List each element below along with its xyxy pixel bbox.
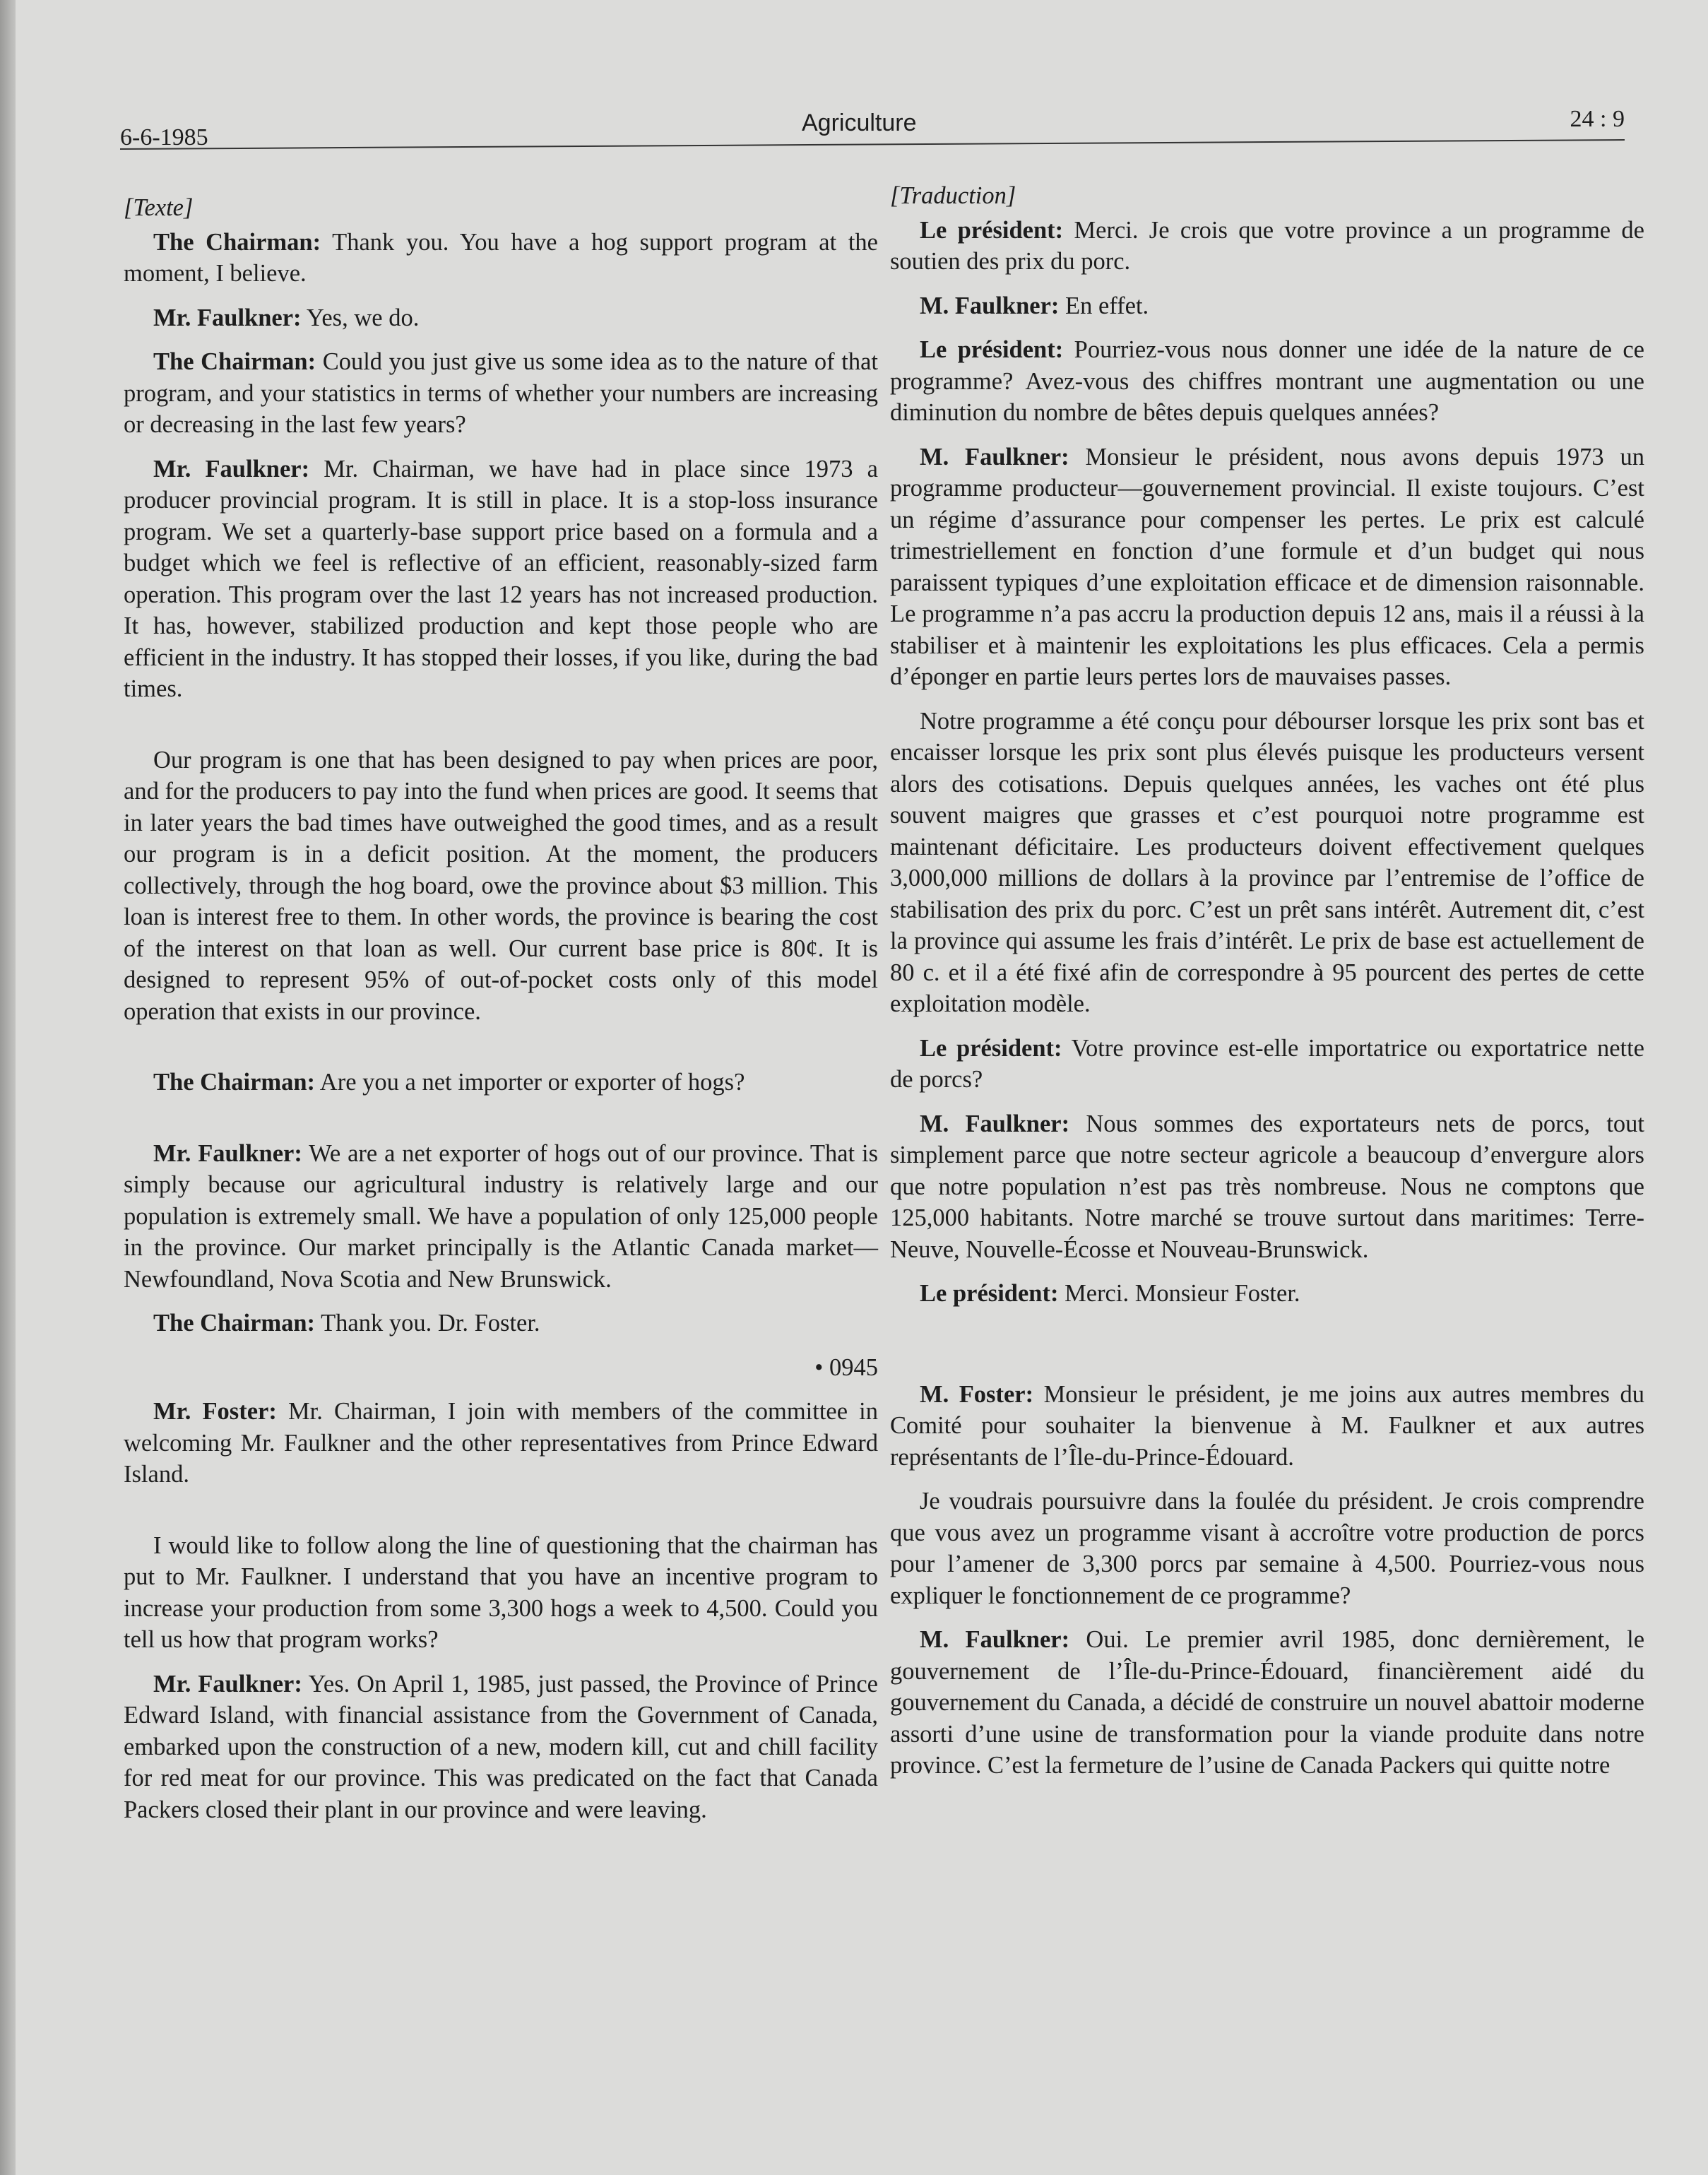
paragraph: Our program is one that has been designed to pay when prices are poor, and for the producers to pay into the fund when prices are good. It seems that in later years the bad times have outweighed the good times, and as a result our program is in a deficit position. At the moment, the producers collectively, through the hog board, owe the province about $3 million. This loan is interest free to them. In other words, the province is bearing the cost of the interest on that loan as well. Our current base price is 80¢. It is designed to represent 95% of out-of-pocket costs only of this model operation that exists in our province.	[124, 746, 878, 1025]
speaker: M. Faulkner:	[920, 1110, 1070, 1137]
paragraph: Le président: Votre province est-elle importatrice ou exportatrice nette de porcs?	[890, 1034, 1644, 1093]
paragraph: Le président: Pourriez-vous nous donner une idée de la nature de ce programme? Avez-vous des chiffres montrant une augmentation ou une diminution du nombre de bêtes depuis quelques années?	[890, 336, 1644, 426]
french-column	[890, 180, 1644, 1794]
speaker: Le président:	[920, 336, 1064, 363]
speaker: M. Foster:	[920, 1380, 1034, 1408]
time-marker: • 0945	[814, 1353, 878, 1381]
paragraph: Mr. Faulkner: Mr. Chairman, we have had in place since 1973 a producer provincial program. It is still in place. It is a stop-loss insurance program. We set a quarterly-base support price based on a formula and a budget which we feel is reflective of an efficient, reasonably-sized farm operation. This program over the last 12 years has not increased production. It has, however, stabilized production and kept those people who are efficient in the industry. It has stopped their losses, if you like, during the bad times.	[124, 455, 878, 702]
paragraph: Mr. Faulkner: We are a net exporter of hogs out of our province. That is simply because our agricultural industry is relatively large and our population is extremely small. We have a population of only 125,000 people in the province. Our market principally is the Atlantic Canada market—Newfoundland, Nova Scotia and New Brunswick.	[124, 1139, 878, 1293]
speaker: The Chairman:	[153, 228, 321, 256]
paragraph: M. Faulkner: En effet.	[920, 292, 1149, 319]
paragraph: Mr. Faulkner: Yes, we do.	[153, 304, 420, 331]
speaker: M. Faulkner:	[920, 443, 1069, 470]
speaker: Le président:	[920, 1034, 1062, 1062]
speaker: Le président:	[920, 1280, 1059, 1307]
paragraph: Le président: Merci. Monsieur Foster.	[920, 1280, 1300, 1307]
speaker: The Chairman:	[153, 1069, 316, 1096]
speaker: M. Faulkner:	[920, 1626, 1070, 1653]
paragraph: M. Faulkner: Monsieur le président, nous avons depuis 1973 un programme producteur—gouvernement provincial. Il existe toujours. C’est un régime d’assurance pour compenser les pertes. Le prix est calculé trimestriellement en fonction d’une formule et d’un budget qui nous paraissent typiques d’une exploitation efficace et de dimension raisonnable. Le programme n’a pas accru la production depuis 12 ans, mais il a réussi à la stabiliser et à maintenir les exploitations les plus efficaces. Cela a permis d’éponger en partie leurs pertes lors de mauvaises passes.	[890, 443, 1644, 690]
speaker: Mr. Faulkner:	[153, 1139, 302, 1167]
paragraph: The Chairman: Are you a net importer or exporter of hogs?	[153, 1069, 745, 1096]
section-tag: [Texte]	[124, 194, 194, 221]
speaker: Mr. Faulkner:	[153, 455, 310, 482]
paragraph: Notre programme a été conçu pour débourser lorsque les prix sont bas et encaisser lorsque les prix sont plus élevés puisque les producteurs versent alors des cotisations. Depuis quelques années, les vaches ont été plus souvent maigres que grasses et c’est pourquoi notre programme est maintenant déficitaire. Les producteurs doivent effectivement quelques 3,000,000 millions de dollars à la province par l’entremise de l’office de stabilisation des prix du porc. C’est un prêt sans intérêt. Autrement dit, c’est la province qui assume les frais d’intérêt. Le prix de base est actuellement de 80 c. et il a été fixé afin de correspondre à 95 pourcent des pertes de cette exploitation modèle.	[890, 707, 1644, 1017]
speaker: M. Faulkner:	[920, 292, 1060, 319]
page-binding-edge	[0, 0, 16, 2175]
header-page-number: 24 : 9	[1570, 106, 1625, 132]
english-column	[124, 192, 878, 1838]
paragraph: Le président: Merci. Je crois que votre province a un programme de soutien des prix du porc.	[890, 216, 1644, 275]
speaker: The Chairman:	[153, 1310, 316, 1337]
paragraph: M. Foster: Monsieur le président, je me joins aux autres membres du Comité pour souhaiter la bienvenue à M. Faulkner et aux autres représentants de l’Île-du-Prince-Édouard.	[890, 1380, 1645, 1471]
paragraph: M. Faulkner: Oui. Le premier avril 1985, donc dernièrement, le gouvernement de l’Île-du-Prince-Édouard, financièrement aidé du gouvernement du Canada, a décidé de construire un nouvel abattoir moderne assorti d’une usine de transformation pour la viande produite dans notre province. C’est la fermeture de l’usine de Canada Packers qui quitte notre	[890, 1626, 1645, 1779]
paragraph: I would like to follow along the line of questioning that the chairman has put to Mr. Faulkner. I understand that you have an incentive program to increase your production from some 3,300 hogs a week to 4,500. Could you tell us how that program works?	[124, 1531, 878, 1653]
paragraph: The Chairman: Thank you. Dr. Foster.	[153, 1310, 540, 1337]
speaker: Le président:	[920, 216, 1064, 244]
speaker: The Chairman:	[153, 348, 316, 375]
paragraph: Mr. Foster: Mr. Chairman, I join with members of the committee in welcoming Mr. Faulkner and the other representatives from Prince Edward Island.	[124, 1398, 878, 1488]
section-tag: [Traduction]	[890, 182, 1016, 209]
header-title: Agriculture	[802, 109, 917, 136]
speaker: Mr. Faulkner:	[153, 1670, 302, 1697]
paragraph: Je voudrais poursuivre dans la foulée du président. Je crois comprendre que vous avez un programme visant à accroître votre production de porcs pour l’amener de 3,300 porcs par semaine à 4,500. Pourriez-vous nous expliquer le fonctionnement de ce programme?	[890, 1488, 1644, 1609]
header-date: 6-6-1985	[120, 124, 208, 150]
speaker: Mr. Foster:	[153, 1398, 277, 1425]
paragraph: Mr. Faulkner: Yes. On April 1, 1985, just passed, the Province of Prince Edward Island, with financial assistance from the Government of Canada, embarked upon the construction of a new, modern kill, cut and chill facility for red meat for our province. This was predicated on the fact that Canada Packers closed their plant in our province and were leaving.	[124, 1670, 878, 1823]
speaker: Mr. Faulkner:	[153, 304, 302, 331]
paragraph: The Chairman: Could you just give us some idea as to the nature of that program, and your statistics in terms of whether your numbers are increasing or decreasing in the last few years?	[124, 348, 878, 438]
paragraph: The Chairman: Thank you. You have a hog support program at the moment, I believe.	[124, 228, 878, 287]
paragraph: M. Faulkner: Nous sommes des exportateurs nets de porcs, tout simplement parce que notre secteur agricole a beaucoup d’envergure alors que notre population n’est pas très nombreuse. Nous ne comptons que 125,000 habitants. Notre marché se trouve surtout dans maritimes: Terre-Neuve, Nouvelle-Écosse et Nouveau-Brunswick.	[890, 1110, 1644, 1263]
